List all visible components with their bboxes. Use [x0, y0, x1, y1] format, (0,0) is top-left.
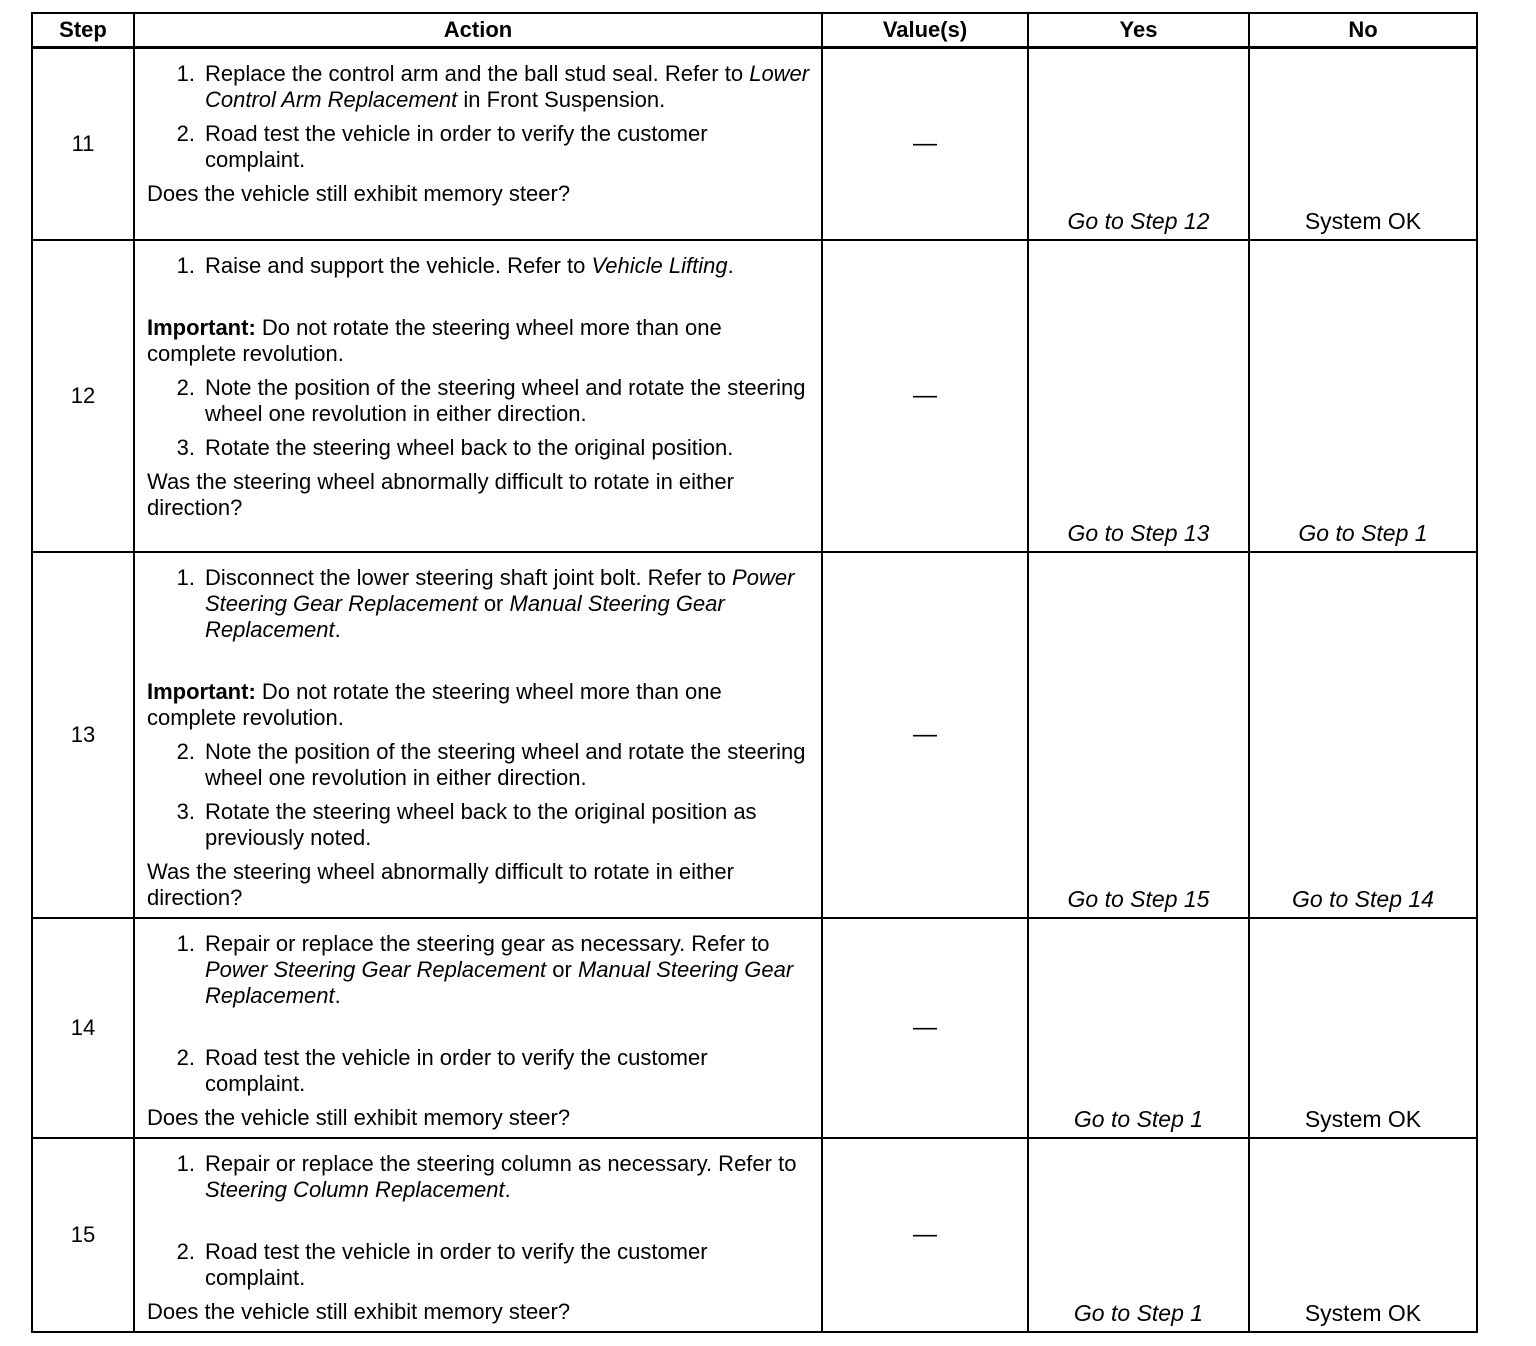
item-text: Road test the vehicle in order to verify the customer complaint. — [205, 1044, 708, 1096]
action-cell — [134, 240, 822, 552]
no-cell — [1249, 918, 1477, 1138]
question-text: Does the vehicle still exhibit memory steer? — [147, 1104, 571, 1130]
action-list — [147, 375, 813, 461]
no-result: System OK — [1304, 1299, 1422, 1326]
important-note — [147, 315, 813, 367]
reference-link-text: Steering Column Replacement — [205, 1176, 505, 1202]
reference-link-text: Lower Control Arm Replacement — [205, 61, 810, 112]
action-cell — [134, 1138, 822, 1332]
item-number: 1. — [176, 564, 195, 590]
value-cell: — — [822, 1138, 1028, 1332]
item-text: Note the position of the steering wheel and rotate the steering wheel one revolution in either direction. — [205, 374, 806, 426]
important-label: Important: — [147, 314, 256, 340]
no-goto: Go to Step 1 — [1298, 519, 1428, 546]
list-item — [147, 1045, 813, 1097]
list-item — [147, 739, 813, 791]
list-item — [147, 1151, 813, 1203]
item-text: Rotate the steering wheel back to the original position. — [205, 434, 734, 460]
action-list — [147, 931, 813, 1009]
important-text: Do not rotate the steering wheel more than one complete revolution. — [147, 314, 722, 366]
no-cell — [1249, 240, 1477, 552]
item-text-part: Repair or replace the steering gear as necessary. Refer to — [205, 930, 770, 956]
item-text — [205, 253, 813, 279]
item-number: 2. — [176, 1238, 195, 1264]
table-row — [32, 240, 1477, 552]
header-row — [32, 13, 1477, 48]
action-list — [147, 253, 813, 279]
reference-link-text: Vehicle Lifting — [591, 252, 728, 278]
item-number: 2. — [176, 121, 195, 146]
action-list — [147, 1045, 813, 1097]
step-number: 11 — [32, 48, 134, 240]
item-text-part: . — [727, 252, 734, 278]
header-yes: Yes — [1028, 13, 1249, 48]
yes-cell — [1028, 240, 1249, 552]
yes-cell — [1028, 48, 1249, 240]
item-text: Rotate the steering wheel back to the original position as previously noted. — [205, 798, 757, 850]
item-text: Note the position of the steering wheel and rotate the steering wheel one revolution in either direction. — [205, 738, 806, 790]
item-number: 1. — [176, 61, 195, 86]
action-list — [147, 739, 813, 851]
item-number: 2. — [176, 374, 195, 400]
question-text: Was the steering wheel abnormally difficult to rotate in either direction? — [147, 858, 734, 910]
reference-link-text: Manual Steering Gear Replacement — [205, 956, 794, 1008]
question-text: Does the vehicle still exhibit memory steer? — [147, 1298, 571, 1324]
no-result: System OK — [1304, 207, 1422, 234]
action-list — [147, 565, 813, 643]
item-text-part: Raise and support the vehicle. Refer to — [205, 252, 592, 278]
item-number: 2. — [176, 1044, 195, 1070]
item-number: 2. — [176, 738, 195, 764]
item-text-part: in Front Suspension. — [457, 87, 666, 112]
no-result: System OK — [1304, 1105, 1422, 1132]
header-no: No — [1249, 13, 1477, 48]
table-row — [32, 48, 1477, 240]
yes-goto: Go to Step 12 — [1067, 207, 1210, 234]
action-list — [147, 1239, 813, 1291]
yes-cell — [1028, 918, 1249, 1138]
yes-goto: Go to Step 15 — [1067, 885, 1210, 912]
action-list — [147, 1151, 813, 1203]
no-cell — [1249, 552, 1477, 918]
action-cell — [134, 552, 822, 918]
yes-cell — [1028, 552, 1249, 918]
value-cell: — — [822, 240, 1028, 552]
list-item — [147, 61, 813, 113]
diagnostic-table — [31, 12, 1478, 1333]
step-number: 15 — [32, 1138, 134, 1332]
item-text — [205, 61, 813, 113]
list-item — [147, 435, 813, 461]
item-text-part: or — [546, 956, 578, 982]
action-cell — [134, 918, 822, 1138]
table-row — [32, 1138, 1477, 1332]
action-cell — [134, 48, 822, 240]
reference-link-text: Power Steering Gear Replacement — [205, 564, 795, 616]
no-cell — [1249, 48, 1477, 240]
list-item — [147, 799, 813, 851]
list-item — [147, 253, 813, 279]
important-label: Important: — [147, 678, 256, 704]
value-cell: — — [822, 48, 1028, 240]
value-cell: — — [822, 918, 1028, 1138]
step-number: 14 — [32, 918, 134, 1138]
item-number: 1. — [176, 252, 195, 278]
item-text-part: . — [334, 982, 341, 1008]
no-goto: Go to Step 14 — [1292, 885, 1434, 912]
reference-link-text: Power Steering Gear Replacement — [205, 956, 547, 982]
item-text-part: Replace the control arm and the ball stud seal. Refer to — [205, 61, 750, 86]
item-number: 1. — [176, 1150, 195, 1176]
step-number: 13 — [32, 552, 134, 918]
reference-link-text: Manual Steering Gear Replacement — [205, 590, 725, 642]
table-row — [32, 552, 1477, 918]
header-step: Step — [32, 13, 134, 48]
no-cell — [1249, 1138, 1477, 1332]
question-text: Does the vehicle still exhibit memory steer? — [147, 181, 571, 206]
item-text-part: . — [504, 1176, 511, 1202]
item-text-part: . — [334, 616, 341, 642]
table-row — [32, 918, 1477, 1138]
yes-goto: Go to Step 13 — [1067, 519, 1210, 546]
question-text: Was the steering wheel abnormally difficult to rotate in either direction? — [147, 468, 734, 520]
item-number: 1. — [176, 930, 195, 956]
list-item — [147, 565, 813, 643]
header-action: Action — [134, 13, 822, 48]
value-cell: — — [822, 552, 1028, 918]
step-number: 12 — [32, 240, 134, 552]
item-text-part: Repair or replace the steering column as necessary. Refer to — [205, 1150, 797, 1176]
item-number: 3. — [176, 434, 195, 460]
important-note — [147, 679, 813, 731]
item-text: Road test the vehicle in order to verify the customer complaint. — [205, 1238, 708, 1290]
yes-cell — [1028, 1138, 1249, 1332]
item-text-part: Disconnect the lower steering shaft joint bolt. Refer to — [205, 564, 733, 590]
list-item — [147, 375, 813, 427]
list-item — [147, 121, 813, 173]
list-item — [147, 1239, 813, 1291]
action-list — [147, 61, 813, 173]
yes-goto: Go to Step 1 — [1073, 1299, 1204, 1326]
item-text — [205, 1151, 813, 1203]
item-number: 3. — [176, 798, 195, 824]
yes-goto: Go to Step 1 — [1073, 1105, 1204, 1132]
item-text — [205, 565, 813, 643]
item-text-part: or — [477, 590, 510, 616]
header-values: Value(s) — [822, 13, 1028, 48]
list-item — [147, 931, 813, 1009]
important-text: Do not rotate the steering wheel more than one complete revolution. — [147, 678, 722, 730]
item-text: Road test the vehicle in order to verify the customer complaint. — [205, 121, 708, 172]
item-text — [205, 931, 813, 1009]
